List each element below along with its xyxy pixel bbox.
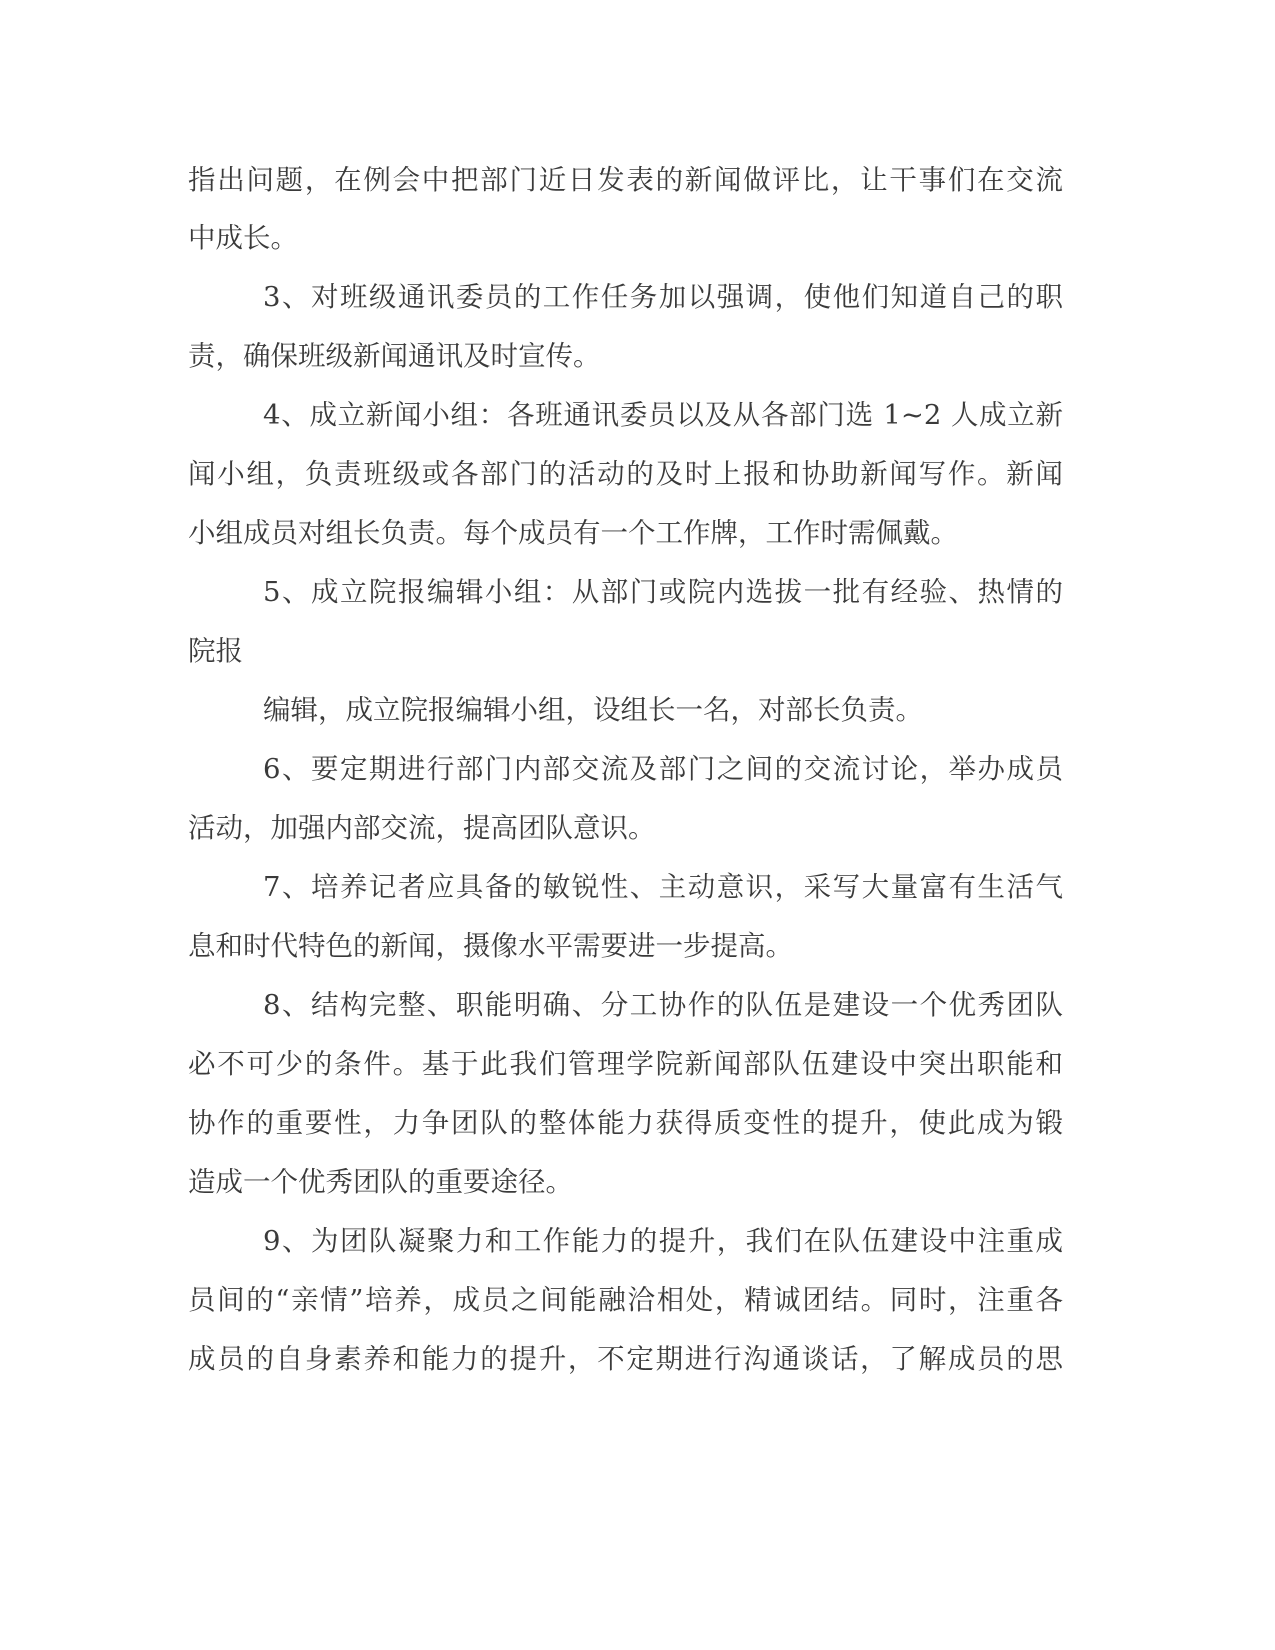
text-line: 3、对班级通讯委员的工作任务加以强调，使他们知道自己的职 — [263, 281, 1063, 313]
text-line: 协作的重要性，力争团队的整体能力获得质变性的提升，使此成为锻 — [188, 1107, 1063, 1139]
text-line: 责，确保班级新闻通讯及时宣传。 — [188, 340, 601, 372]
text-line: 必不可少的条件。基于此我们管理学院新闻部队伍建设中突出职能和 — [188, 1048, 1063, 1080]
text-line: 8、结构完整、职能明确、分工协作的队伍是建设一个优秀团队 — [263, 989, 1063, 1021]
text-line: 9、为团队凝聚力和工作能力的提升，我们在队伍建设中注重成 — [263, 1225, 1063, 1257]
text-line: 活动，加强内部交流，提高团队意识。 — [188, 812, 656, 844]
text-line: 编辑，成立院报编辑小组，设组长一名，对部长负责。 — [263, 694, 923, 726]
text-line: 成员的自身素养和能力的提升，不定期进行沟通谈话，了解成员的思 — [188, 1343, 1063, 1375]
text-line: 小组成员对组长负责。每个成员有一个工作牌，工作时需佩戴。 — [188, 517, 958, 549]
text-line: 7、培养记者应具备的敏锐性、主动意识，采写大量富有生活气 — [263, 871, 1063, 903]
text-line: 指出问题，在例会中把部门近日发表的新闻做评比，让干事们在交流 — [188, 164, 1063, 196]
text-line: 院报 — [188, 635, 243, 667]
text-line: 5、成立院报编辑小组：从部门或院内选拔一批有经验、热情的 — [263, 576, 1063, 608]
text-line: 4、成立新闻小组：各班通讯委员以及从各部门选 1~2 人成立新 — [263, 399, 1063, 431]
text-line: 6、要定期进行部门内部交流及部门之间的交流讨论，举办成员 — [263, 753, 1063, 785]
text-line: 息和时代特色的新闻，摄像水平需要进一步提高。 — [188, 930, 793, 962]
text-line: 中成长。 — [188, 222, 298, 254]
text-line: 员间的“亲情”培养，成员之间能融洽相处，精诚团结。同时，注重各 — [188, 1284, 1063, 1316]
text-line: 造成一个优秀团队的重要途径。 — [188, 1166, 573, 1198]
text-line: 闻小组，负责班级或各部门的活动的及时上报和协助新闻写作。新闻 — [188, 458, 1063, 490]
